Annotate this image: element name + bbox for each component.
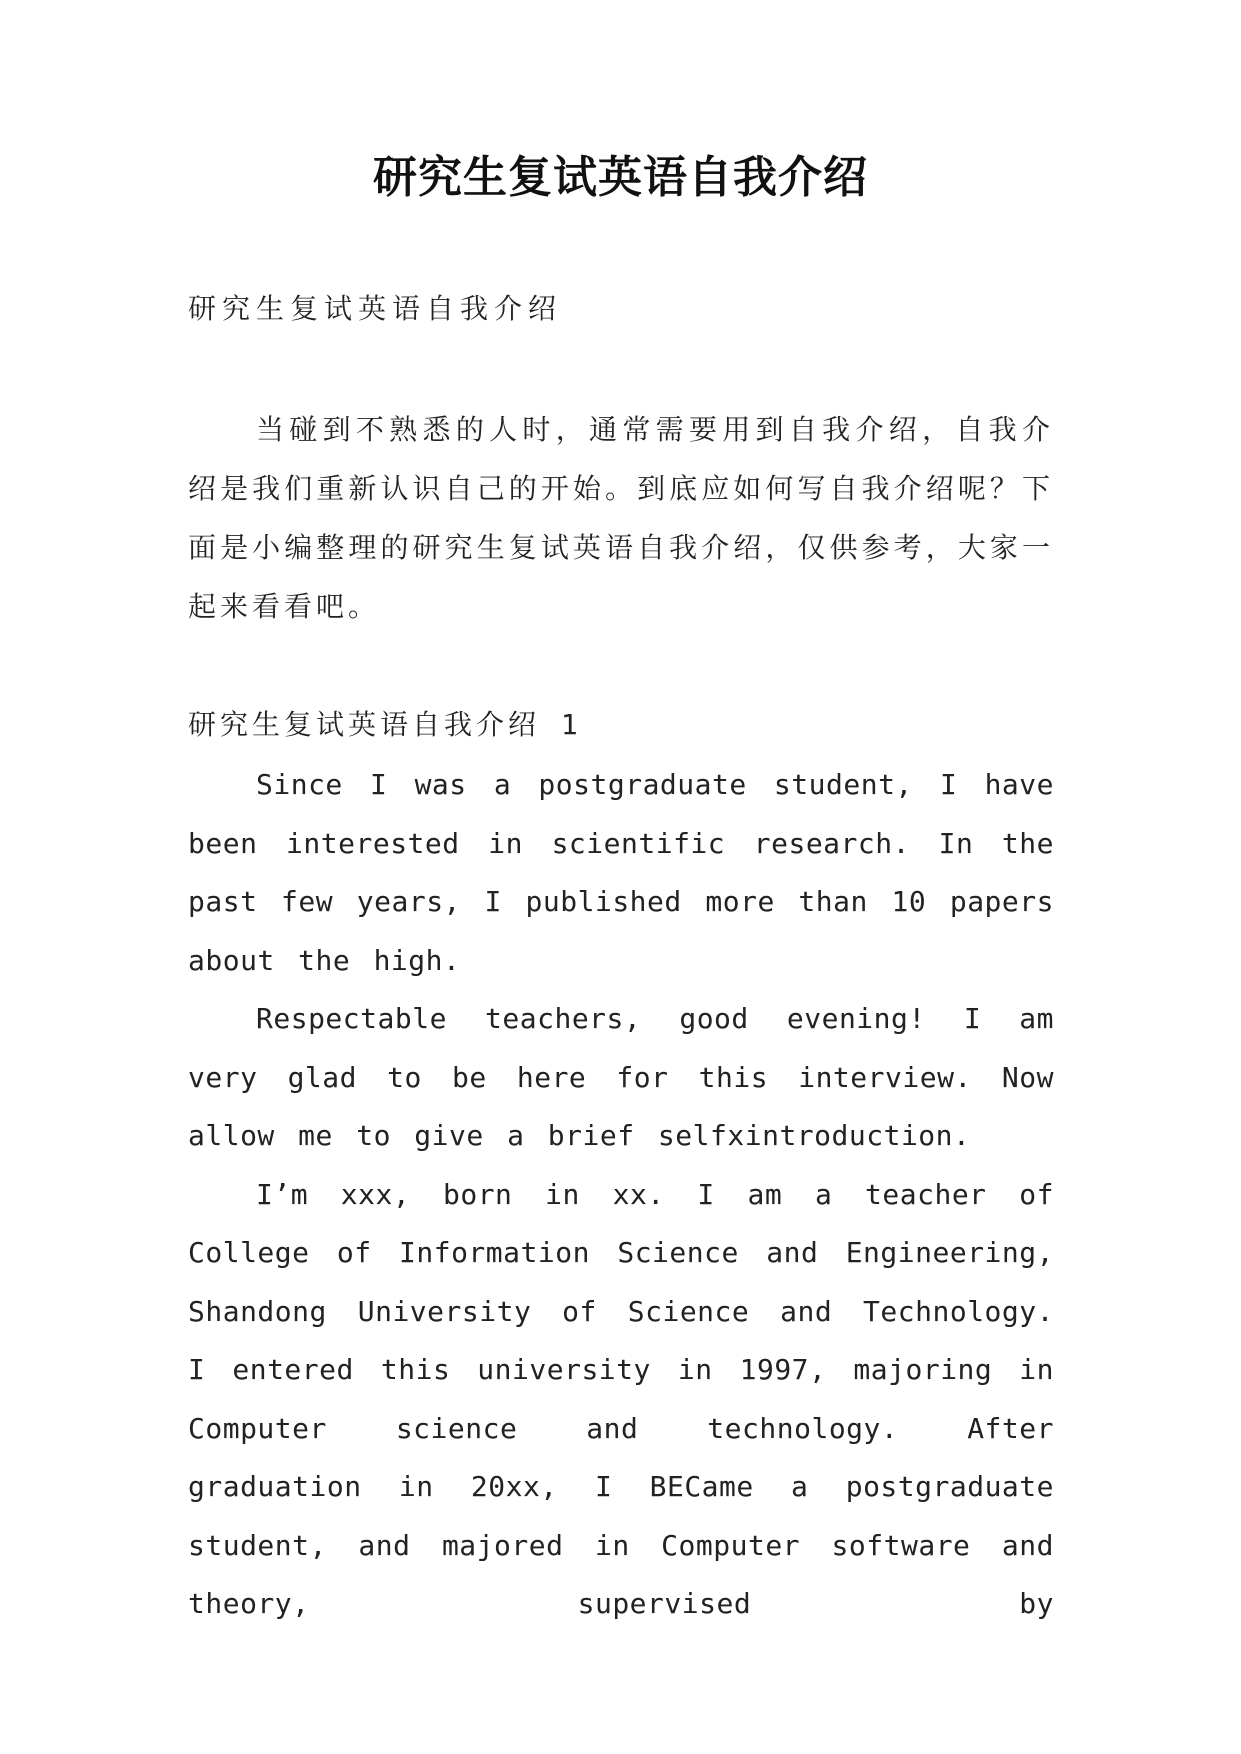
document-subtitle: 研究生复试英语自我介绍 [188,292,563,325]
document-body [188,286,1054,1634]
english-paragraph: Since I was a postgraduate student, I have been interested in scientific research. In the past few years, I published more than 10 papers about the high. [188,768,1054,977]
intro-paragraph: 当碰到不熟悉的人时，通常需要用到自我介绍，自我介绍是我们重新认识自己的开始。到底应如何写自我介绍呢？下面是小编整理的研究生复试英语自我介绍，仅供参考，大家一起来看看吧。 [188,413,1054,623]
section-heading: 研究生复试英语自我介绍 1 [188,708,582,741]
english-paragraph: Respectable teachers, good evening! I am very glad to be here for this interview. Now allow me to give a brief selfxintroduction. [188,1002,1054,1152]
english-paragraph: I’m xxx, born in xx. I am a teacher of College of Information Science and Engineering, Shandong University of Science and Technology. I entered this university in 1997, majoring in Computer science and technology. After graduation in 20xx, I BECame a postgraduate student, and majored in Computer software and theory, supervised by [188,1177,1054,1620]
document-title: 研究生复试英语自我介绍 [373,152,868,203]
